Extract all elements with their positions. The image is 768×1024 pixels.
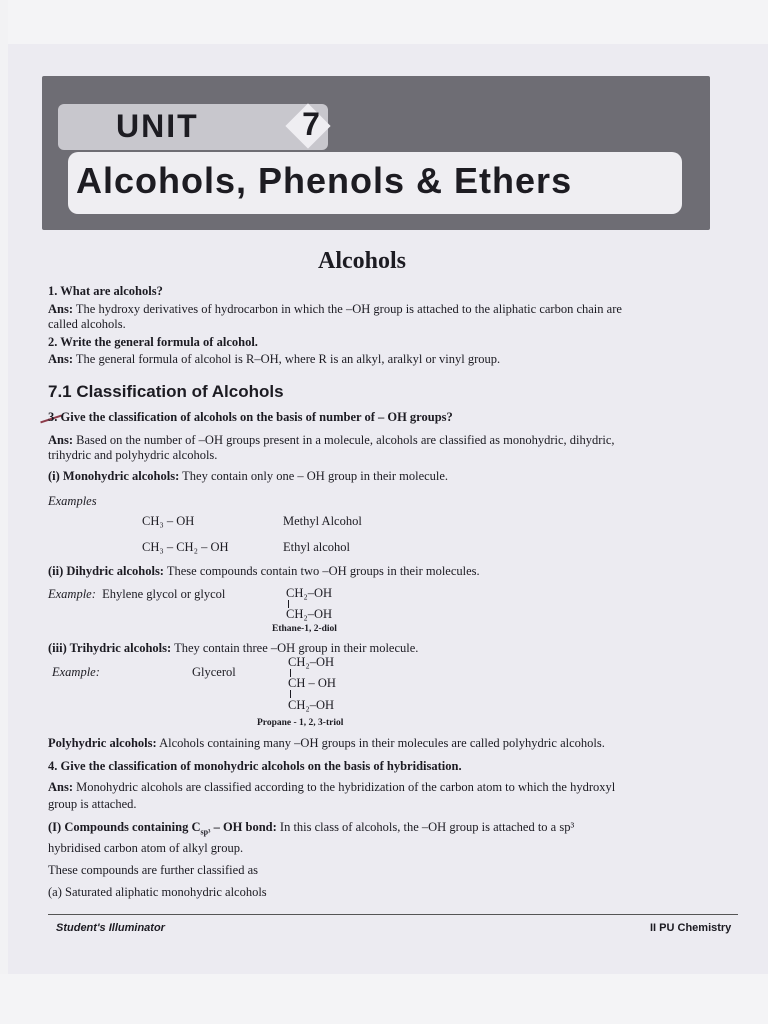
example2-name: Ethyl alcohol — [283, 540, 350, 554]
q4-answer-line2: group is attached. — [48, 797, 137, 811]
glycerol-caption: Propane - 1, 2, 3-triol — [257, 718, 344, 728]
unit-label: UNIT — [116, 108, 199, 144]
glycol-formula-line2: CH₂–OH — [286, 607, 333, 621]
q3-question: 3. Give the classification of alcohols on the basis of number of – OH groups? — [48, 410, 453, 424]
footer-right: II PU Chemistry — [650, 922, 732, 934]
further-classified: These compounds are further classified as — [48, 863, 258, 877]
dihydric-example: Example: Ehylene glycol or glycol — [48, 587, 226, 601]
q1-answer-line2: called alcohols. — [48, 317, 126, 331]
glycol-formula-line1: CH₂–OH — [286, 586, 333, 600]
example1-name: Methyl Alcohol — [283, 514, 362, 528]
trihydric-definition: (iii) Trihydric alcohols: They contain three –OH group in their molecule. — [48, 641, 419, 655]
example2-formula: CH₃ – CH₂ – OH — [142, 540, 229, 554]
trihydric-example-label: Example: — [52, 665, 100, 679]
saturated-item: (a) Saturated aliphatic monohydric alcohols — [48, 885, 267, 899]
trihydric-example-name: Glycerol — [192, 665, 236, 679]
q1-question: 1. What are alcohols? — [48, 284, 163, 298]
q1-answer-line1: Ans: The hydroxy derivatives of hydrocarbon in which the –OH group is attached to the aliphatic carbon chain are — [48, 302, 622, 316]
chapter-title: Alcohols, Phenols & Ethers — [76, 160, 573, 201]
monohydric-definition: (i) Monohydric alcohols: They contain only one – OH group in their molecule. — [48, 469, 449, 483]
subsection-title: 7.1 Classification of Alcohols — [48, 382, 284, 401]
glycerol-bond-2 — [290, 690, 291, 698]
section-title: Alcohols — [318, 248, 407, 274]
q3-answer-line2: trihydric and polyhydric alcohols. — [48, 448, 218, 462]
compounds-sp3-line1: (I) Compounds containing $C_{sp^3}$ – OH bond: In this class of alcohols, the –OH group is attached to a sp³ — [48, 820, 575, 837]
footer-rule — [48, 914, 738, 915]
photo-background-left — [0, 0, 8, 1024]
q3-answer-line1: Ans: Based on the number of –OH groups present in a molecule, alcohols are classified as monohydric, dihydric, — [48, 433, 615, 447]
polyhydric-definition: Polyhydric alcohols: Alcohols containing many –OH groups in their molecules are called polyhydric alcohols. — [48, 736, 605, 750]
photo-background-bottom — [0, 974, 768, 1024]
footer-left: Student's Illuminator — [56, 922, 165, 934]
glycerol-formula-line2: CH – OH — [288, 676, 336, 690]
dihydric-definition: (ii) Dihydric alcohols: These compounds contain two –OH groups in their molecules. — [48, 564, 480, 578]
example1-formula: CH₃ – OH — [142, 514, 195, 528]
glycerol-formula-line3: CH₂–OH — [288, 698, 335, 712]
photo-background-top — [0, 0, 768, 44]
q4-question: 4. Give the classification of monohydric alcohols on the basis of hybridisation. — [48, 759, 462, 773]
glycol-caption: Ethane-1, 2-diol — [272, 624, 337, 634]
q2-answer: Ans: The general formula of alcohol is R–OH, where R is an alkyl, aralkyl or vinyl group. — [48, 352, 501, 366]
glycerol-formula-line1: CH₂–OH — [288, 655, 335, 669]
compounds-sp3-line2: hybridised carbon atom of alkyl group. — [48, 841, 244, 855]
q2-question: 2. Write the general formula of alcohol. — [48, 335, 258, 349]
q4-answer-line1: Ans: Monohydric alcohols are classified according to the hybridization of the carbon atom to which the hydroxyl — [48, 780, 616, 794]
unit-number: 7 — [302, 106, 320, 142]
examples-label: Examples — [48, 494, 97, 508]
